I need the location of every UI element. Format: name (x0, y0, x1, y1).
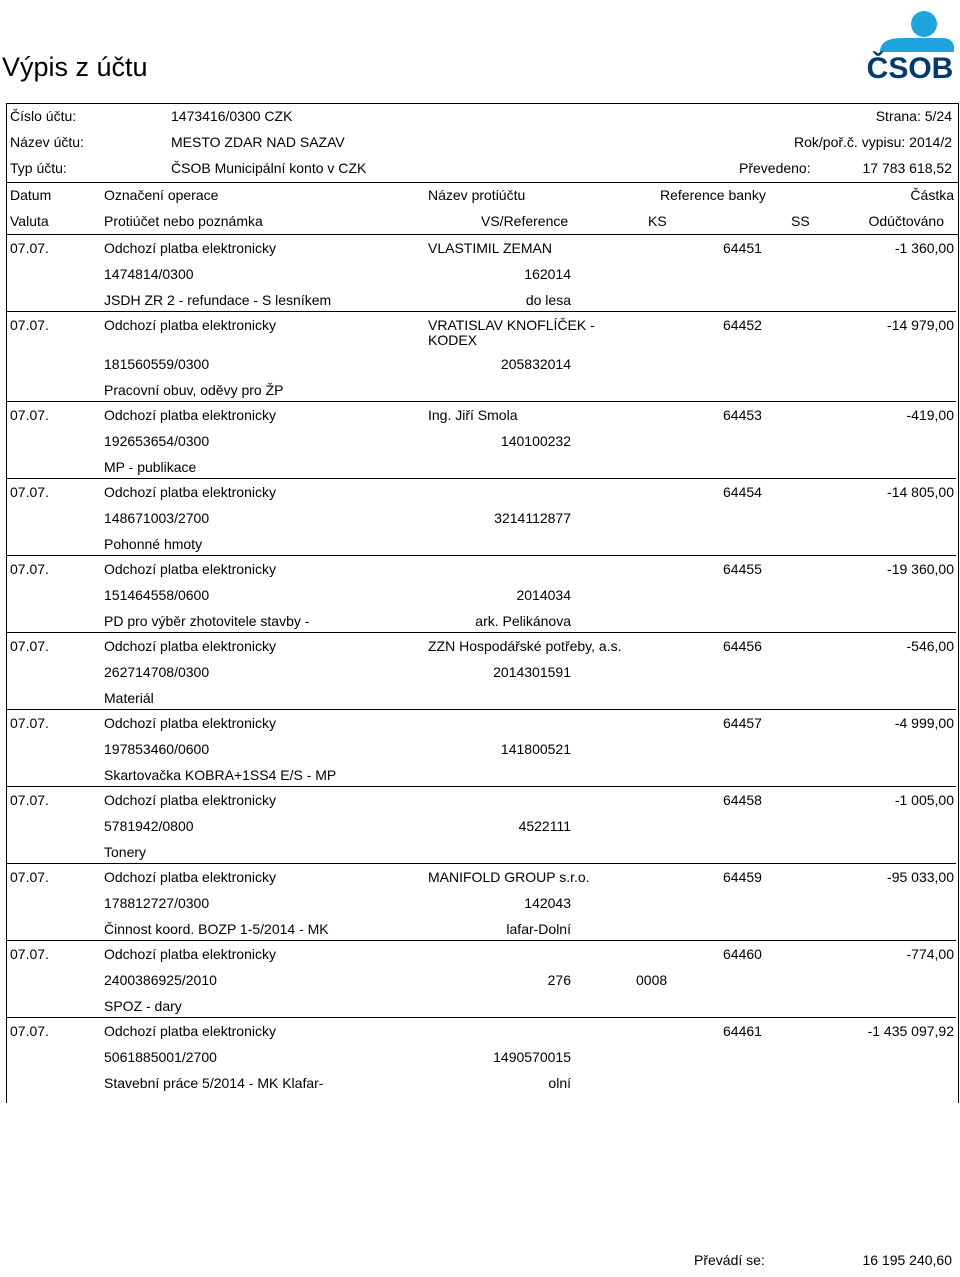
note-cell: JSDH ZR 2 - refundace - S lesníkem (104, 292, 332, 308)
note-cell: Pracovní obuv, oděvy pro ŽP (104, 382, 284, 398)
year-label: Rok/poř.č. vypisu: (794, 134, 906, 150)
bank-ref-cell: 64454 (723, 484, 762, 500)
vs-cell: 141800521 (500, 741, 571, 757)
carry-over-value: 16 195 240,60 (862, 1252, 952, 1268)
page-label: Strana: (875, 108, 921, 124)
col-ss: SS (791, 213, 810, 229)
counter-account-cell: 192653654/0300 (104, 433, 210, 449)
amount-cell: -419,00 (906, 407, 954, 423)
amount-cell: -14 979,00 (887, 317, 954, 333)
vs-cell: 1490570015 (493, 1049, 571, 1065)
counter-account-cell: 262714708/0300 (104, 664, 210, 680)
ks-cell: 0008 (636, 972, 668, 988)
statement-year-info (794, 134, 952, 150)
col-counter-account: Protiúčet nebo poznámka (104, 213, 263, 229)
bank-ref-cell: 64460 (723, 946, 762, 962)
table-row (6, 864, 956, 941)
date-cell: 07.07. (10, 317, 49, 333)
account-name-label: Název účtu: (10, 134, 84, 150)
vs-continued-cell: do lesa (525, 292, 571, 308)
bank-ref-cell: 64453 (723, 407, 762, 423)
vs-cell: 162014 (524, 266, 571, 282)
info-row-name (6, 130, 954, 156)
bank-ref-cell: 64452 (723, 317, 762, 333)
amount-cell: -1 360,00 (894, 240, 954, 256)
date-cell: 07.07. (10, 1023, 49, 1039)
account-number-label: Číslo účtu: (10, 108, 77, 124)
note-cell: SPOZ - dary (104, 998, 182, 1014)
account-number: 1473416/0300 CZK (171, 108, 293, 124)
page-title: Výpis z účtu (2, 52, 148, 82)
bank-ref-cell: 64458 (723, 792, 762, 808)
table-row (6, 312, 956, 402)
column-header-row-2 (6, 209, 956, 235)
account-type-label: Typ účtu: (10, 160, 67, 176)
operation-cell: Odchozí platba elektronicky (104, 484, 276, 500)
counter-account-cell: 178812727/0300 (104, 895, 210, 911)
table-row (6, 1018, 956, 1095)
counter-account-cell: 2400386925/2010 (104, 972, 217, 988)
date-cell: 07.07. (10, 638, 49, 654)
column-header-row-1 (6, 183, 956, 209)
vs-cell: 276 (547, 972, 571, 988)
table-row (6, 787, 956, 864)
counterparty-cell: ZZN Hospodářské potřeby, a.s. (428, 638, 622, 654)
transferred-label: Převedeno: (739, 160, 811, 176)
note-cell: MP - publikace (104, 459, 197, 475)
date-cell: 07.07. (10, 484, 49, 500)
note-cell: Pohonné hmoty (104, 536, 203, 552)
operation-cell: Odchozí platba elektronicky (104, 407, 276, 423)
year-value: 2014/2 (909, 134, 952, 150)
bank-ref-cell: 64461 (723, 1023, 762, 1039)
col-value-date: Valuta (10, 213, 49, 229)
counterparty-cell: VRATISLAV KNOFLÍČEK - (428, 317, 595, 333)
border-right (958, 103, 959, 1103)
vs-cell: 4522111 (518, 818, 571, 834)
amount-cell: -546,00 (906, 638, 954, 654)
info-row-number (6, 104, 954, 130)
col-ks: KS (648, 213, 667, 229)
info-row-type (6, 156, 954, 182)
counter-account-cell: 151464558/0600 (104, 587, 210, 603)
bank-ref-cell: 64455 (723, 561, 762, 577)
amount-cell: -14 805,00 (887, 484, 954, 500)
amount-cell: -1 005,00 (894, 792, 954, 808)
bank-ref-cell: 64451 (723, 240, 762, 256)
transactions-table (6, 235, 956, 1095)
amount-cell: -4 999,00 (894, 715, 954, 731)
table-row (6, 402, 956, 479)
vs-continued-cell: ark. Pelikánova (475, 613, 571, 629)
bank-ref-cell: 64456 (723, 638, 762, 654)
amount-cell: -1 435 097,92 (867, 1023, 954, 1039)
note-cell: Skartovačka KOBRA+1SS4 E/S - MP (104, 767, 337, 783)
col-operation: Označení operace (104, 187, 219, 203)
date-cell: 07.07. (10, 561, 49, 577)
note-cell: Činnost koord. BOZP 1-5/2014 - MK (104, 921, 329, 937)
vs-cell: 2014301591 (493, 664, 571, 680)
page-info (876, 108, 952, 124)
account-name: MESTO ZDAR NAD SAZAV (171, 134, 345, 150)
note-cell: Materiál (104, 690, 154, 706)
vs-cell: 3214112877 (494, 510, 571, 526)
vs-cell: 2014034 (516, 587, 571, 603)
note-cell: PD pro výběr zhotovitele stavby - (104, 613, 310, 629)
transferred-value: 17 783 618,52 (862, 160, 952, 176)
col-vs: VS/Reference (481, 213, 569, 229)
col-settled: Odúčtováno (868, 213, 944, 229)
vs-continued-cell: lafar-Dolní (506, 921, 571, 937)
operation-cell: Odchozí platba elektronicky (104, 946, 276, 962)
vs-cell: 142043 (524, 895, 571, 911)
table-row (6, 710, 956, 787)
logo-text: ČSOB (866, 52, 954, 84)
col-amount: Částka (910, 187, 954, 203)
operation-cell: Odchozí platba elektronicky (104, 715, 276, 731)
date-cell: 07.07. (10, 792, 49, 808)
operation-cell: Odchozí platba elektronicky (104, 869, 276, 885)
date-cell: 07.07. (10, 240, 49, 256)
page-value: 5/24 (924, 108, 952, 124)
operation-cell: Odchozí platba elektronicky (104, 638, 276, 654)
operation-cell: Odchozí platba elektronicky (104, 561, 276, 577)
vs-cell: 140100232 (500, 433, 571, 449)
counter-account-cell: 5781942/0800 (104, 818, 194, 834)
csob-logo (862, 6, 958, 84)
amount-cell: -19 360,00 (887, 561, 954, 577)
counter-account-cell: 1474814/0300 (104, 266, 194, 282)
operation-cell: Odchozí platba elektronicky (104, 317, 276, 333)
counter-account-cell: 197853460/0600 (104, 741, 210, 757)
col-bank-ref: Reference banky (660, 187, 766, 203)
counterparty-cell: VLASTIMIL ZEMAN (428, 240, 552, 256)
vs-cell: 205832014 (500, 356, 571, 372)
counter-account-cell: 181560559/0300 (104, 356, 210, 372)
counterparty-cell: Ing. Jiří Smola (428, 407, 518, 423)
counterparty-cell: MANIFOLD GROUP s.r.o. (428, 869, 590, 885)
amount-cell: -774,00 (906, 946, 954, 962)
amount-cell: -95 033,00 (887, 869, 954, 885)
note-cell: Stavební práce 5/2014 - MK Klafar- (104, 1075, 324, 1091)
table-row (6, 235, 956, 312)
operation-cell: Odchozí platba elektronicky (104, 792, 276, 808)
operation-cell: Odchozí platba elektronicky (104, 240, 276, 256)
bank-ref-cell: 64459 (723, 869, 762, 885)
counter-account-cell: 5061885001/2700 (104, 1049, 217, 1065)
date-cell: 07.07. (10, 715, 49, 731)
operation-cell: Odchozí platba elektronicky (104, 1023, 276, 1039)
col-date: Datum (10, 187, 52, 203)
counter-account-cell: 148671003/2700 (104, 510, 210, 526)
col-counterparty: Název protiúčtu (428, 187, 526, 203)
table-row (6, 941, 956, 1018)
date-cell: 07.07. (10, 407, 49, 423)
table-row (6, 479, 956, 556)
vs-continued-cell: olní (548, 1075, 571, 1091)
account-type: ČSOB Municipální konto v CZK (171, 160, 367, 176)
date-cell: 07.07. (10, 869, 49, 885)
table-row (6, 556, 956, 633)
date-cell: 07.07. (10, 946, 49, 962)
counterparty-line2-cell: KODEX (428, 332, 478, 348)
note-cell: Tonery (104, 844, 147, 860)
bank-ref-cell: 64457 (723, 715, 762, 731)
table-row (6, 633, 956, 710)
carry-over-label: Převádí se: (694, 1252, 765, 1268)
